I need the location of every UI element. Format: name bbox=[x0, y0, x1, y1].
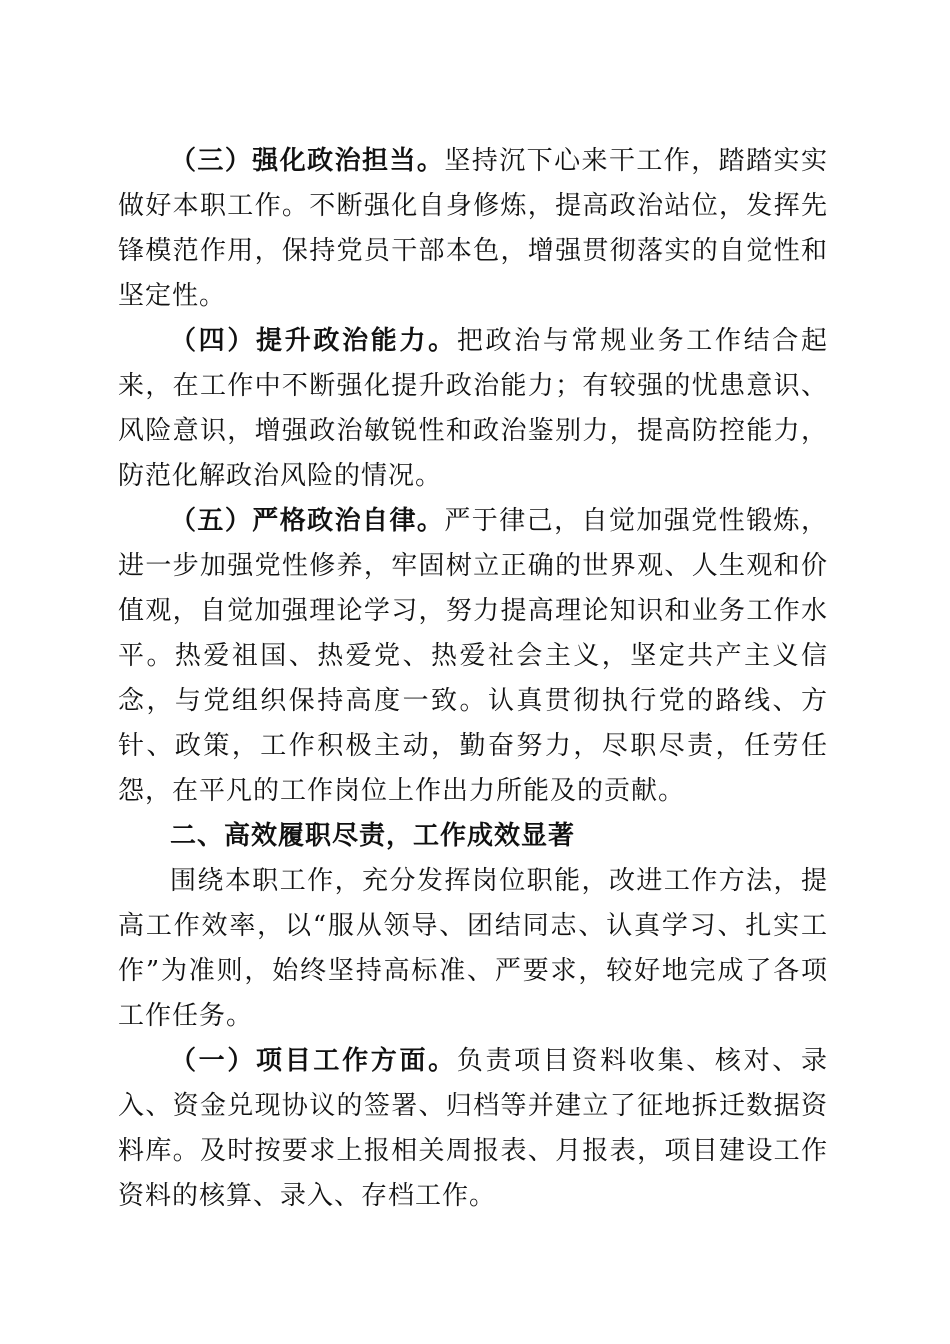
paragraph-body: 坚持沉下心来干工作，踏踏实实做好本职工作。不断强化自身修炼，提高政治站位，发挥先锋模范作用，保持党员干部本色，增强贯彻落实的自觉性和坚定性。 bbox=[118, 146, 828, 311]
section-heading: 二、高效履职尽责，工作成效显著 bbox=[170, 821, 576, 851]
paragraph-improve-political-ability bbox=[118, 319, 828, 499]
section-intro-paragraph: 围绕本职工作，充分发挥岗位职能，改进工作方法，提高工作效率，以“服从领导、团结同志、认真学习、扎实工作”为准则，始终坚持高标准、严要求，较好地完成了各项工作任务。 bbox=[118, 866, 828, 1031]
paragraph-political-self-discipline bbox=[118, 499, 828, 814]
paragraph-lead: （四）提升政治能力。 bbox=[170, 326, 457, 356]
paragraph-body: 严于律己，自觉加强党性锻炼，进一步加强党性修养，牢固树立正确的世界观、人生观和价值观，自觉加强理论学习，努力提高理论知识和业务工作水平。热爱祖国、热爱党、热爱社会主义，坚定共产主义信念，与党组织保持高度一致。认真贯彻执行党的路线、方针、政策，工作积极主动，勤奋努力，尽职尽责，任劳任怨，在平凡的工作岗位上作出力所能及的贡献。 bbox=[118, 506, 828, 806]
document-page bbox=[118, 139, 828, 1219]
paragraph-strengthen-political-responsibility bbox=[118, 139, 828, 319]
paragraph-lead: （一）项目工作方面。 bbox=[170, 1046, 457, 1076]
paragraph-project-work bbox=[118, 1039, 828, 1219]
paragraph-lead: （五）严格政治自律。 bbox=[170, 506, 445, 536]
paragraph-body: 负责项目资料收集、核对、录入、资金兑现协议的签署、归档等并建立了征地拆迁数据资料库。及时按要求上报相关周报表、月报表，项目建设工作资料的核算、录入、存档工作。 bbox=[118, 1046, 828, 1211]
paragraph-lead: （三）强化政治担当。 bbox=[170, 146, 445, 176]
paragraph-body: 把政治与常规业务工作结合起来，在工作中不断强化提升政治能力；有较强的忧患意识、风险意识，增强政治敏锐性和政治鉴别力，提高防控能力，防范化解政治风险的情况。 bbox=[118, 326, 828, 491]
